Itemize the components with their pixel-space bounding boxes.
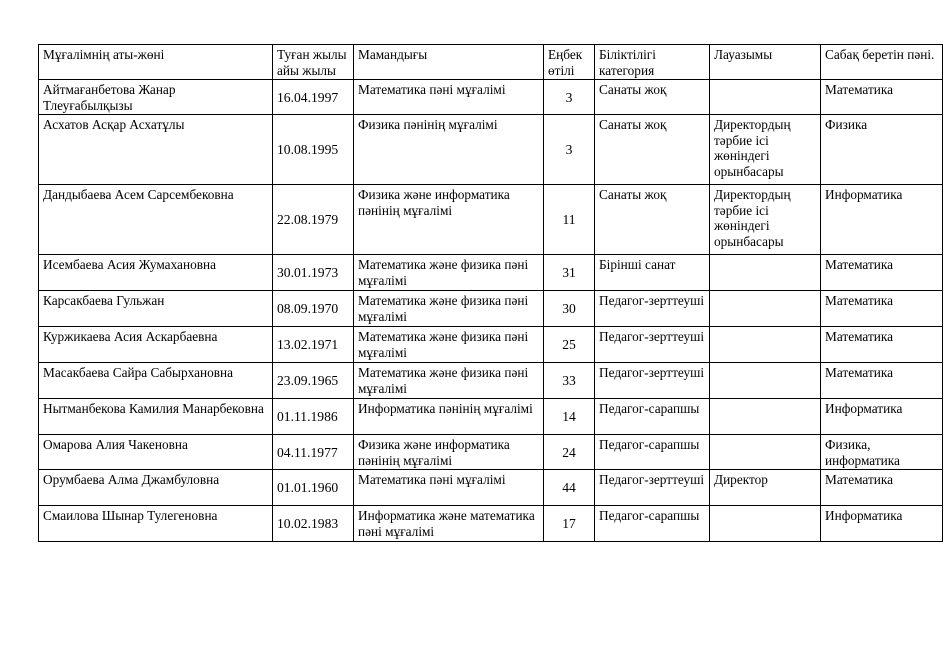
specialty: Физика пәнінің мұғалімі <box>354 115 544 185</box>
header-name: Мұғалімнің аты-жөні <box>39 45 273 80</box>
teacher-name: Карсакбаева Гульжан <box>39 291 273 327</box>
header-birth-date: Туған жылы айы жылы <box>273 45 354 80</box>
teacher-name: Айтмағанбетова Жанар Тлеуғабылқызы <box>39 80 273 115</box>
birth-date: 23.09.1965 <box>273 363 354 399</box>
position <box>710 327 821 363</box>
header-specialty: Мамандығы <box>354 45 544 80</box>
specialty: Математика және физика пәні мұғалімі <box>354 255 544 291</box>
table-row <box>39 506 943 542</box>
subject: Математика <box>821 327 943 363</box>
qualification-category: Санаты жоқ <box>595 115 710 185</box>
header-position: Лауазымы <box>710 45 821 80</box>
table-row <box>39 363 943 399</box>
table-header-row <box>39 45 943 80</box>
specialty: Физика және информатика пәнінің мұғалімі <box>354 435 544 470</box>
table-row <box>39 399 943 435</box>
experience-years: 17 <box>544 506 595 542</box>
subject: Математика <box>821 363 943 399</box>
subject: Информатика <box>821 506 943 542</box>
subject: Физика <box>821 115 943 185</box>
qualification-category: Педагог-сарапшы <box>595 435 710 470</box>
subject: Информатика <box>821 185 943 255</box>
teacher-name: Омарова Алия Чакеновна <box>39 435 273 470</box>
header-category: Біліктілігі категория <box>595 45 710 80</box>
specialty: Информатика пәнінің мұғалімі <box>354 399 544 435</box>
experience-years: 25 <box>544 327 595 363</box>
experience-years: 3 <box>544 80 595 115</box>
specialty: Физика және информатика пәнінің мұғалімі <box>354 185 544 255</box>
teacher-name: Орумбаева Алма Джамбуловна <box>39 470 273 506</box>
experience-years: 30 <box>544 291 595 327</box>
birth-date: 10.02.1983 <box>273 506 354 542</box>
qualification-category: Педагог-зерттеуші <box>595 327 710 363</box>
experience-years: 24 <box>544 435 595 470</box>
position <box>710 435 821 470</box>
table-row <box>39 115 943 185</box>
specialty: Математика және физика пәні мұғалімі <box>354 363 544 399</box>
subject: Математика <box>821 291 943 327</box>
table-row <box>39 255 943 291</box>
birth-date: 30.01.1973 <box>273 255 354 291</box>
birth-date: 04.11.1977 <box>273 435 354 470</box>
header-experience: Еңбек өтілі <box>544 45 595 80</box>
table-row <box>39 185 943 255</box>
specialty: Математика және физика пәні мұғалімі <box>354 291 544 327</box>
qualification-category: Санаты жоқ <box>595 80 710 115</box>
specialty: Математика пәні мұғалімі <box>354 470 544 506</box>
experience-years: 11 <box>544 185 595 255</box>
position <box>710 80 821 115</box>
teacher-name: Куржикаева Асия Аскарбаевна <box>39 327 273 363</box>
table-row <box>39 291 943 327</box>
position <box>710 291 821 327</box>
position <box>710 255 821 291</box>
qualification-category: Педагог-зерттеуші <box>595 470 710 506</box>
teacher-name: Масакбаева Сайра Сабырхановна <box>39 363 273 399</box>
teacher-name: Смаилова Шынар Тулегеновна <box>39 506 273 542</box>
qualification-category: Бірінші санат <box>595 255 710 291</box>
position: Директор <box>710 470 821 506</box>
birth-date: 01.01.1960 <box>273 470 354 506</box>
table-row <box>39 327 943 363</box>
table-row <box>39 80 943 115</box>
experience-years: 3 <box>544 115 595 185</box>
position <box>710 506 821 542</box>
birth-date: 08.09.1970 <box>273 291 354 327</box>
specialty: Информатика және математика пәні мұғалімі <box>354 506 544 542</box>
birth-date: 22.08.1979 <box>273 185 354 255</box>
table-row <box>39 435 943 470</box>
position: Директордың тәрбие ісі жөніндегі орынбасары <box>710 115 821 185</box>
subject: Математика <box>821 255 943 291</box>
teacher-name: Исембаева Асия Жумахановна <box>39 255 273 291</box>
specialty: Математика пәні мұғалімі <box>354 80 544 115</box>
birth-date: 16.04.1997 <box>273 80 354 115</box>
header-subject: Сабақ беретін пәні. <box>821 45 943 80</box>
experience-years: 44 <box>544 470 595 506</box>
teachers-table <box>38 44 943 542</box>
position <box>710 399 821 435</box>
position <box>710 363 821 399</box>
birth-date: 13.02.1971 <box>273 327 354 363</box>
position: Директордың тәрбие ісі жөніндегі орынбасары <box>710 185 821 255</box>
qualification-category: Педагог-сарапшы <box>595 399 710 435</box>
qualification-category: Педагог-сарапшы <box>595 506 710 542</box>
table-row <box>39 470 943 506</box>
teacher-name: Асхатов Асқар Асхатұлы <box>39 115 273 185</box>
subject: Математика <box>821 80 943 115</box>
qualification-category: Санаты жоқ <box>595 185 710 255</box>
subject: Математика <box>821 470 943 506</box>
teacher-name: Нытманбекова Камилия Манарбековна <box>39 399 273 435</box>
birth-date: 01.11.1986 <box>273 399 354 435</box>
specialty: Математика және физика пәні мұғалімі <box>354 327 544 363</box>
qualification-category: Педагог-зерттеуші <box>595 363 710 399</box>
birth-date: 10.08.1995 <box>273 115 354 185</box>
experience-years: 14 <box>544 399 595 435</box>
qualification-category: Педагог-зерттеуші <box>595 291 710 327</box>
teacher-name: Дандыбаева Асем Сарсембековна <box>39 185 273 255</box>
experience-years: 33 <box>544 363 595 399</box>
subject: Физика, информатика <box>821 435 943 470</box>
experience-years: 31 <box>544 255 595 291</box>
subject: Информатика <box>821 399 943 435</box>
